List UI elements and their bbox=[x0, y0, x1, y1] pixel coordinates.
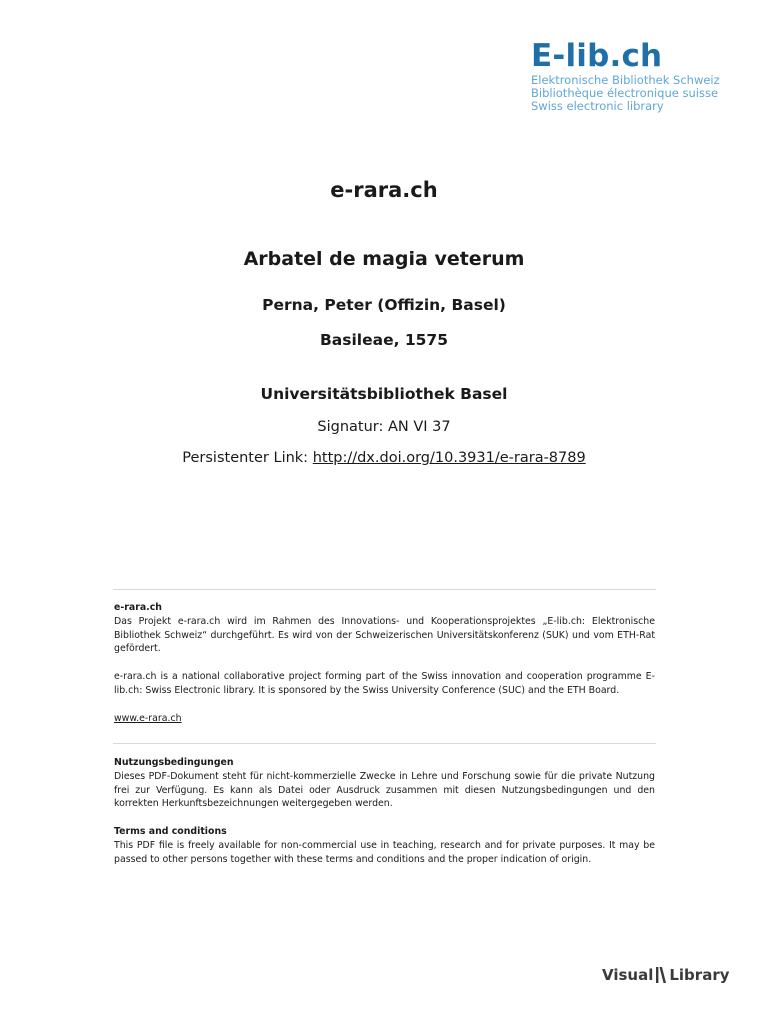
terms-en-heading: Terms and conditions bbox=[114, 826, 227, 837]
persistent-link-row bbox=[0, 450, 768, 466]
holding-library: Universitätsbibliothek Basel bbox=[260, 385, 508, 403]
visual-library-logo bbox=[602, 966, 730, 984]
persistent-link[interactable]: http://dx.doi.org/10.3931/e-rara-8789 bbox=[312, 450, 586, 466]
elib-logo-title: E-lib.ch bbox=[531, 38, 663, 74]
elib-logo bbox=[531, 38, 720, 113]
about-heading: e-rara.ch bbox=[114, 602, 162, 613]
visual-library-logo-right: Library bbox=[669, 966, 730, 984]
terms-en-text: This PDF file is freely available for non-commercial use in teaching, research and for private purposes. It may be passed to other persons together with these terms and conditions and the proper indication of origin. bbox=[114, 839, 655, 865]
about-link-block bbox=[114, 712, 655, 726]
elib-logo-line-fr: Bibliothèque électronique suisse bbox=[531, 86, 719, 100]
elib-logo-line-de: Elektronische Bibliothek Schweiz bbox=[531, 73, 720, 87]
visual-library-logo-left: Visual bbox=[602, 966, 654, 984]
elib-logo-line-en: Swiss electronic library bbox=[531, 99, 664, 113]
terms-de-block bbox=[114, 756, 655, 811]
author: Perna, Peter (Offizin, Basel) bbox=[262, 296, 506, 314]
terms-de-text: Dieses PDF-Dokument steht für nicht-kommerzielle Zwecke in Lehre und Forschung sowie für die private Nutzung frei zur Verfügung. Es kann als Datei oder Ausdruck zusammen mit diesen Nutzungsbedingungen und den korrekten Herkunftsbezeichnungen weitergegeben werden. bbox=[114, 770, 655, 810]
divider-top bbox=[113, 589, 656, 590]
about-de-block bbox=[114, 601, 655, 656]
signature: Signatur: AN VI 37 bbox=[317, 419, 451, 435]
about-de-text: Das Projekt e-rara.ch wird im Rahmen des Innovations- und Kooperationsprojektes „E-lib.ch: Elektronische Bibliothek Schweiz“ durchgeführt. Es wird von der Schweizerischen Universitätskonferenz (SUK) und vom ETH-Rat gefördert. bbox=[114, 615, 655, 655]
imprint: Basileae, 1575 bbox=[319, 331, 449, 349]
site-name: e-rara.ch bbox=[330, 178, 438, 202]
visual-library-mark-icon bbox=[655, 966, 667, 984]
document-title: Arbatel de magia veterum bbox=[243, 248, 525, 270]
about-en-text: e-rara.ch is a national collaborative project forming part of the Swiss innovation and cooperation programme E-lib.ch: Swiss Electronic library. It is sponsored by the Swiss University Conference (SUC) and the ETH Board. bbox=[114, 671, 655, 696]
terms-en-block bbox=[114, 825, 655, 866]
terms-de-heading: Nutzungsbedingungen bbox=[114, 757, 234, 768]
erara-website-link[interactable]: www.e-rara.ch bbox=[114, 713, 182, 724]
divider-bottom bbox=[113, 743, 656, 744]
persistent-link-label: Persistenter Link: bbox=[182, 450, 313, 466]
